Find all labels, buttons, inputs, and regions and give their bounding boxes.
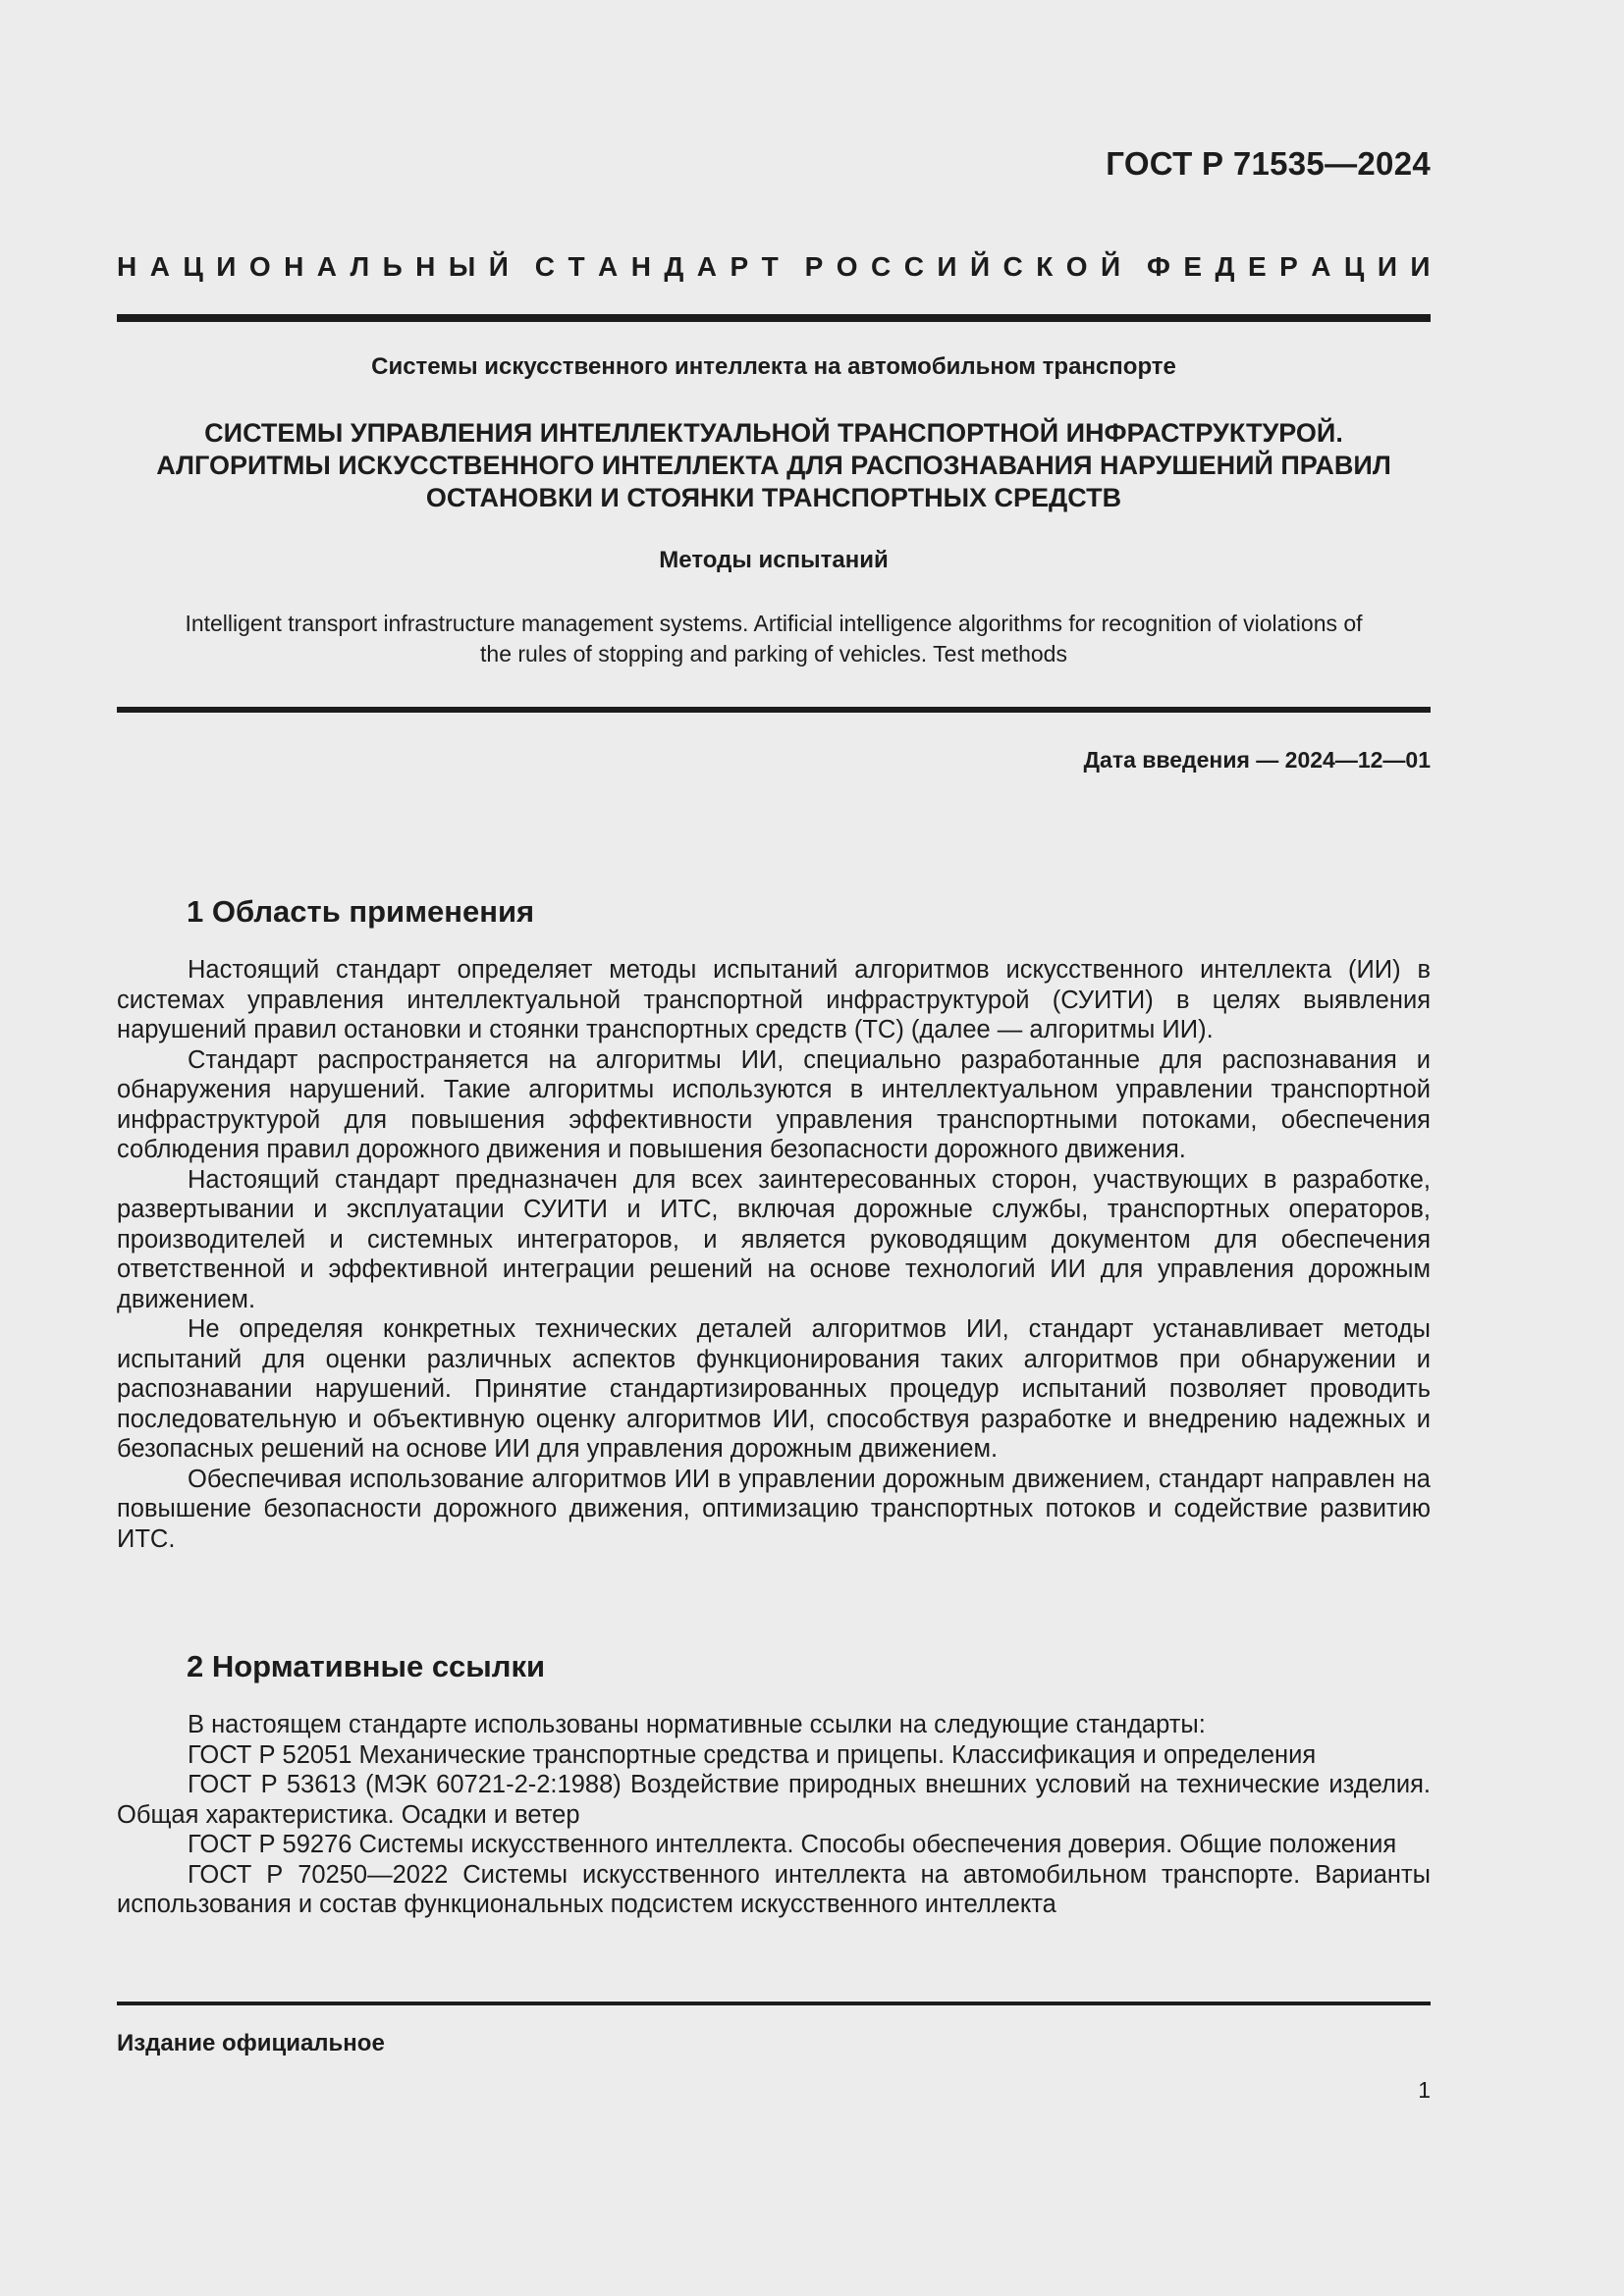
banner-letter: С [903, 251, 924, 282]
paragraph: Стандарт распространяется на алгоритмы ИИ, специально разработанные для распознавания и обнаружения нарушений. Такие алгоритмы используются в интеллектуальном управлении транспортной инфраструктурой для повышения эффективности управления транспортными потоками, обеспечения соблюдения правил дорожного движения и повышения безопасности дорожного движения. [117, 1045, 1431, 1163]
banner-letter: Н [117, 251, 137, 282]
banner-letter: Ь [382, 251, 403, 282]
document-title [117, 417, 1431, 514]
reference-item: ГОСТ Р 70250—2022 Системы искусственного интеллекта на автомобильном транспорте. Варианты использования и состав функциональных подсистем искусственного интеллекта [117, 1860, 1431, 1918]
paragraph: Не определяя конкретных технических деталей алгоритмов ИИ, стандарт устанавливает методы испытаний для оценки различных аспектов функционирования таких алгоритмов при обнаружении и распознавании нарушений. Принятие стандартизированных процедур испытаний позволяет проводить последовательную и объективную оценку алгоритмов ИИ, способствуя разработке и внедрению надежных и безопасных решений на основе ИИ для управления дорожным движением. [117, 1315, 1431, 1463]
paragraph: Настоящий стандарт предназначен для всех заинтересованных сторон, участвующих в разработке, развертывании и эксплуатации СУИТИ и ИТС, включая дорожные службы, транспортных операторов, производителей и системных интеграторов, и является руководящим документом для обеспечения ответственной и эффективной интеграции решений на основе технологий ИИ для управления дорожным движением. [117, 1165, 1431, 1313]
banner-letter: С [871, 251, 892, 282]
banner-letter: Р [730, 251, 749, 282]
banner-letter: Ф [1147, 251, 1170, 282]
top-divider [117, 314, 1431, 322]
banner-letter: Р [1279, 251, 1298, 282]
banner-letter: С [1002, 251, 1023, 282]
official-edition-label: Издание официальное [117, 2030, 385, 2056]
banner-letter: О [248, 251, 271, 282]
banner-letter: Е [1247, 251, 1267, 282]
section-body-scope [117, 955, 1431, 1554]
banner-letter: А [149, 251, 170, 282]
section-heading-scope: 1 Область применения [187, 894, 535, 929]
standard-number: ГОСТ Р 71535—2024 [1106, 145, 1431, 182]
paragraph: В настоящем стандарте использованы нормативные ссылки на следующие стандарты: [188, 1711, 1206, 1738]
title-divider [117, 707, 1431, 713]
page-number: 1 [1418, 2077, 1431, 2103]
reference-item: ГОСТ Р 53613 (МЭК 60721-2-2:1988) Воздействие природных внешних условий на технические изделия. Общая характеристика. Осадки и ветер [117, 1771, 1431, 1829]
banner-letter: Д [664, 251, 684, 282]
banner-letter: Л [350, 251, 370, 282]
banner-letter: А [598, 251, 619, 282]
banner-letter: И [1410, 251, 1431, 282]
banner-letter: И [216, 251, 237, 282]
banner-letter: И [937, 251, 957, 282]
banner-letter: Н [630, 251, 651, 282]
paragraph: Обеспечивая использование алгоритмов ИИ в управлении дорожным движением, стандарт направлен на повышение безопасности дорожного движения, оптимизацию транспортных потоков и содействие развитию ИТС. [117, 1465, 1431, 1553]
paragraph: Настоящий стандарт определяет методы испытаний алгоритмов искусственного интеллекта (ИИ) в системах управления интеллектуальной транспортной инфраструктурой (СУИТИ) в целях выявления нарушений правил остановки и стоянки транспортных средств (ТС) (далее — алгоритмы ИИ). [117, 956, 1431, 1043]
banner-letter: Й [969, 251, 991, 282]
series-title: Системы искусственного интеллекта на автомобильном транспорте [371, 353, 1176, 380]
banner-letter: Й [488, 251, 509, 282]
introduction-date: Дата введения — 2024—12—01 [1083, 747, 1431, 773]
document-subtitle: Методы испытаний [659, 547, 889, 573]
banner-letter: И [1377, 251, 1397, 282]
section-heading-references: 2 Нормативные ссылки [187, 1649, 546, 1683]
title-line: СИСТЕМЫ УПРАВЛЕНИЯ ИНТЕЛЛЕКТУАЛЬНОЙ ТРАНСПОРТНОЙ ИНФРАСТРУКТУРОЙ. [204, 418, 1343, 448]
banner-letter: А [696, 251, 718, 282]
english-title-line: Intelligent transport infrastructure management systems. Artificial intelligence algorithms for recognition of violations of [185, 611, 1363, 636]
banner-letter: Ц [183, 251, 203, 282]
reference-item: ГОСТ Р 52051 Механические транспортные средства и прицепы. Классификация и определения [188, 1740, 1317, 1769]
banner-letter: С [534, 251, 555, 282]
reference-item: ГОСТ Р 59276 Системы искусственного интеллекта. Способы обеспечения доверия. Общие положения [188, 1831, 1397, 1858]
banner-letter: К [1036, 251, 1054, 282]
banner-letter: Е [1183, 251, 1203, 282]
national-standard-banner [117, 251, 1431, 283]
banner-letter: О [1065, 251, 1088, 282]
banner-letter: Н [284, 251, 304, 282]
banner-letter: Н [415, 251, 436, 282]
banner-letter: Т [568, 251, 585, 282]
banner-letter: Р [804, 251, 824, 282]
banner-letter: Ц [1343, 251, 1365, 282]
document-page [117, 0, 1431, 2296]
title-line: ОСТАНОВКИ И СТОЯНКИ ТРАНСПОРТНЫХ СРЕДСТВ [425, 483, 1122, 512]
banner-letter: Й [1101, 251, 1121, 282]
section-body-references [117, 1710, 1431, 1920]
title-line: АЛГОРИТМЫ ИСКУССТВЕННОГО ИНТЕЛЛЕКТА ДЛЯ РАСПОЗНАВАНИЯ НАРУШЕНИЙ ПРАВИЛ [156, 451, 1391, 480]
banner-letter: О [836, 251, 858, 282]
english-title [117, 609, 1431, 669]
banner-letter: Д [1215, 251, 1235, 282]
footer-divider [117, 2002, 1431, 2005]
english-title-line: the rules of stopping and parking of vehicles. Test methods [480, 641, 1067, 667]
banner-letter: А [316, 251, 338, 282]
banner-letter: А [1311, 251, 1331, 282]
banner-letter: Т [761, 251, 779, 282]
banner-letter: Ы [448, 251, 476, 282]
